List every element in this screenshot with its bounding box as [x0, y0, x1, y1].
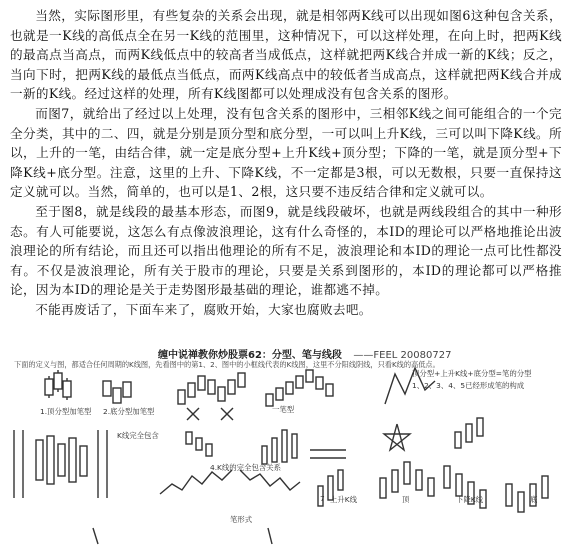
- figure-subtitle: 下面的定义与图，都适合任何周期的K线图，先看图中的第1、2、图中的小框线代表的K线图，这里不分阳线阴线，只看K线的高低点。: [14, 360, 440, 369]
- label-bottom: 底: [530, 495, 538, 504]
- label-fig1: 1.顶分型加笔型: [40, 407, 92, 416]
- label-top: 顶: [402, 495, 410, 504]
- label-right-note-2: 1、2、3、4、5已经形成笔的构成: [412, 381, 525, 390]
- paragraph-3: 至于图8，就是线段的最基本形态，而图9，就是线段破坏，也就是两线段组合的其中一种形态。有人可能要说，这怎么有点像波浪理论，这有什么奇怪的，本ID的理论可以严格地推论出波浪理论的所有结论，而且还可以指出他理论的所有不足，波浪理论和本ID的理论一点可比性都没有。不仅是波浪理论，所有关于股市的理论，只要是关系到图形的，本ID的理论都可以严格推论，因为本ID的理论是关于走势图形最基础的理论，谁都逃不掉。: [10, 203, 562, 298]
- paragraph-2: 而图7，就给出了经过以上处理，没有包含关系的图形中，三相邻K线之间可能组合的一个完全分类，其中的二、四，就是分别是顶分型和底分型，一可以叫上升K线，三可以叫下降K线。所以，上升的一笔，由结合律，就一定是底分型+上升K线+顶分型；下降的一笔，就是顶分型+下降K线+底分型。注意，这里的上升、下降K线，不一定都是3根，可以无数根，只要一直保持这定义就可以。当然，简单的，也可以是1、2根，这只要不违反结合律和定义就可以。: [10, 105, 562, 200]
- label-right-note-1: 顶分型+上升K线+底分型=笔的分型: [412, 369, 532, 378]
- figure-title-text: 缠中说禅教你炒股票62：分型、笔与线段: [158, 350, 342, 361]
- paragraph-1: 当然，实际图形里，有些复杂的关系会出现，就是相邻两K线可以出现如图6这种包含关系，也就是一K线的高低点全在另一K线的范围里，这种情况下，可以这样处理，在向上时，把两K线的最高点当高点，而两K线低点中的较高者当成低点，这样就把两K线合并成一新的K线；反之，当向下时，把两K线的最低点当低点，而两K线高点中的较低者当成高点，这样就把两K线合并成一新的K线。经过这样的处理，所有K线图都可以处理成没有包含关系的图形。: [10, 8, 562, 102]
- figure-image: [0, 346, 570, 548]
- label-fig2: 2.底分型加笔型: [103, 407, 155, 416]
- label-fig3: K线完全包含: [117, 431, 159, 440]
- label-num7: 7: [320, 494, 325, 503]
- label-fig4: 一笔型: [272, 405, 295, 414]
- paragraph-4: 不能再废话了，下面车来了，腐败开始，大家也腐败去吧。: [35, 301, 372, 317]
- figure-author: ——FEEL 20080727: [353, 350, 452, 361]
- label-fig5: 4.K线的完全包含关系: [210, 463, 282, 472]
- label-up-kline: 上升K线: [330, 495, 358, 504]
- label-fig6: 笔形式: [230, 515, 253, 524]
- label-down-kline: 下降K线: [456, 495, 484, 504]
- article-text: [10, 6, 562, 320]
